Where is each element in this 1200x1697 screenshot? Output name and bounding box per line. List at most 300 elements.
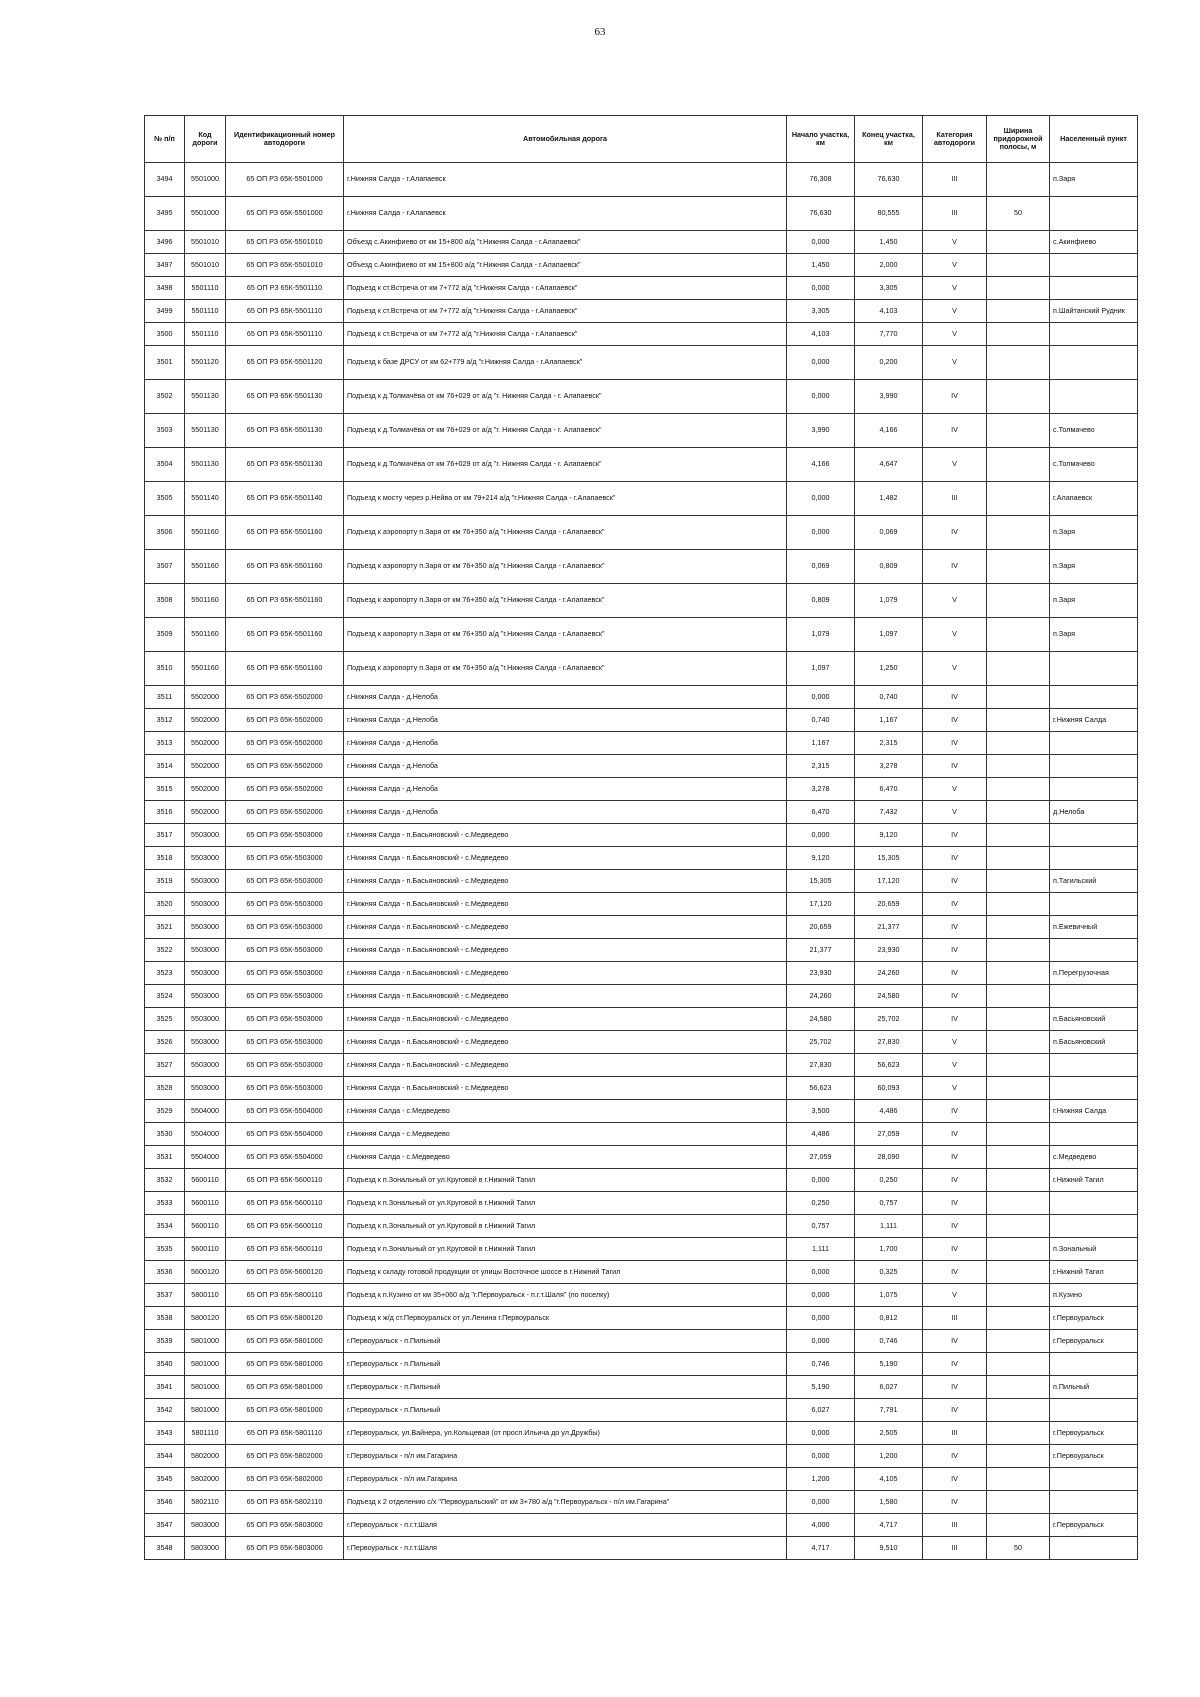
cell-category: V xyxy=(923,1284,987,1307)
cell-settlement xyxy=(1050,1468,1138,1491)
cell-start: 0,000 xyxy=(787,1445,855,1468)
cell-start: 1,097 xyxy=(787,652,855,686)
cell-width xyxy=(987,709,1050,732)
cell-category: V xyxy=(923,778,987,801)
cell-num: 3548 xyxy=(145,1537,185,1560)
cell-code: 5502000 xyxy=(185,686,226,709)
cell-road: г.Первоуральск - п.Пильный xyxy=(344,1330,787,1353)
cell-num: 3516 xyxy=(145,801,185,824)
cell-code: 5501160 xyxy=(185,584,226,618)
cell-code: 5600110 xyxy=(185,1215,226,1238)
cell-end: 1,111 xyxy=(855,1215,923,1238)
cell-id: 65 ОП РЗ 65К-5503000 xyxy=(226,962,344,985)
cell-road: г.Нижняя Салда - д.Нелоба xyxy=(344,732,787,755)
cell-category: IV xyxy=(923,962,987,985)
cell-id: 65 ОП РЗ 65К-5501120 xyxy=(226,346,344,380)
cell-start: 3,278 xyxy=(787,778,855,801)
cell-end: 4,105 xyxy=(855,1468,923,1491)
cell-width xyxy=(987,1445,1050,1468)
cell-settlement: п.Пильный xyxy=(1050,1376,1138,1399)
cell-road: г.Первоуральск - п.г.т.Шаля xyxy=(344,1514,787,1537)
cell-category: IV xyxy=(923,1376,987,1399)
cell-end: 25,702 xyxy=(855,1008,923,1031)
cell-id: 65 ОП РЗ 65К-5501000 xyxy=(226,197,344,231)
cell-width xyxy=(987,1514,1050,1537)
table-row xyxy=(145,618,1138,652)
cell-road: г.Нижняя Салда - г.Алапаевск xyxy=(344,197,787,231)
cell-start: 0,000 xyxy=(787,1284,855,1307)
cell-code: 5801000 xyxy=(185,1353,226,1376)
cell-id: 65 ОП РЗ 65К-5501110 xyxy=(226,300,344,323)
cell-id: 65 ОП РЗ 65К-5502000 xyxy=(226,732,344,755)
cell-num: 3513 xyxy=(145,732,185,755)
cell-road: г.Нижняя Салда - п.Басьяновский - с.Медведево xyxy=(344,962,787,985)
cell-num: 3494 xyxy=(145,163,185,197)
cell-category: IV xyxy=(923,380,987,414)
cell-start: 0,000 xyxy=(787,1491,855,1514)
cell-road: Подъезд к п.Зональный от ул.Круговой в г.Нижний Тагил xyxy=(344,1169,787,1192)
cell-width xyxy=(987,277,1050,300)
cell-code: 5504000 xyxy=(185,1146,226,1169)
cell-end: 24,260 xyxy=(855,962,923,985)
cell-code: 5502000 xyxy=(185,732,226,755)
table-row xyxy=(145,755,1138,778)
table-row xyxy=(145,277,1138,300)
cell-road: Подъезд к складу готовой продукции от улицы Восточное шоссе в г.Нижний Тагил xyxy=(344,1261,787,1284)
cell-code: 5803000 xyxy=(185,1514,226,1537)
cell-start: 0,000 xyxy=(787,516,855,550)
cell-id: 65 ОП РЗ 65К-5501160 xyxy=(226,652,344,686)
table-row xyxy=(145,1514,1138,1537)
cell-settlement: п.Заря xyxy=(1050,618,1138,652)
cell-num: 3546 xyxy=(145,1491,185,1514)
page-number: 63 xyxy=(594,26,606,38)
cell-code: 5600110 xyxy=(185,1192,226,1215)
cell-end: 0,809 xyxy=(855,550,923,584)
header-id: Идентификационный номер автодороги xyxy=(226,116,344,163)
cell-start: 0,000 xyxy=(787,1307,855,1330)
cell-road: Подъезд к п.Зональный от ул.Круговой в г.Нижний Тагил xyxy=(344,1238,787,1261)
cell-start: 0,069 xyxy=(787,550,855,584)
cell-category: IV xyxy=(923,414,987,448)
cell-road: Объезд с.Акинфиево от км 15+800 а/д "г.Нижняя Салда - г.Алапаевск" xyxy=(344,254,787,277)
cell-category: III xyxy=(923,163,987,197)
table-row xyxy=(145,380,1138,414)
cell-category: IV xyxy=(923,1215,987,1238)
cell-end: 28,090 xyxy=(855,1146,923,1169)
cell-id: 65 ОП РЗ 65К-5503000 xyxy=(226,847,344,870)
cell-code: 5503000 xyxy=(185,939,226,962)
table-row xyxy=(145,1353,1138,1376)
cell-id: 65 ОП РЗ 65К-5501160 xyxy=(226,584,344,618)
cell-width xyxy=(987,1192,1050,1215)
cell-start: 0,250 xyxy=(787,1192,855,1215)
cell-settlement xyxy=(1050,1537,1138,1560)
cell-start: 3,500 xyxy=(787,1100,855,1123)
cell-settlement: г.Нижняя Салда xyxy=(1050,709,1138,732)
cell-end: 27,830 xyxy=(855,1031,923,1054)
table-row xyxy=(145,1422,1138,1445)
cell-category: IV xyxy=(923,985,987,1008)
cell-road: г.Первоуральск - п.Пильный xyxy=(344,1399,787,1422)
cell-code: 5503000 xyxy=(185,1054,226,1077)
cell-width: 50 xyxy=(987,1537,1050,1560)
cell-start: 4,103 xyxy=(787,323,855,346)
cell-start: 76,630 xyxy=(787,197,855,231)
cell-width xyxy=(987,870,1050,893)
cell-end: 2,315 xyxy=(855,732,923,755)
cell-id: 65 ОП РЗ 65К-5504000 xyxy=(226,1146,344,1169)
cell-category: III xyxy=(923,197,987,231)
cell-settlement: с.Толмачево xyxy=(1050,448,1138,482)
cell-width xyxy=(987,1353,1050,1376)
cell-end: 24,580 xyxy=(855,985,923,1008)
table-row xyxy=(145,1192,1138,1215)
cell-settlement xyxy=(1050,323,1138,346)
cell-end: 6,470 xyxy=(855,778,923,801)
cell-end: 23,930 xyxy=(855,939,923,962)
cell-width xyxy=(987,1376,1050,1399)
cell-code: 5503000 xyxy=(185,1031,226,1054)
cell-num: 3544 xyxy=(145,1445,185,1468)
cell-start: 27,830 xyxy=(787,1054,855,1077)
cell-id: 65 ОП РЗ 65К-5502000 xyxy=(226,778,344,801)
cell-category: V xyxy=(923,1054,987,1077)
cell-id: 65 ОП РЗ 65К-5501010 xyxy=(226,231,344,254)
cell-road: г.Нижняя Салда - п.Басьяновский - с.Медведево xyxy=(344,1077,787,1100)
cell-road: г.Нижняя Салда - д.Нелоба xyxy=(344,778,787,801)
cell-code: 5501010 xyxy=(185,254,226,277)
cell-end: 1,079 xyxy=(855,584,923,618)
cell-code: 5501110 xyxy=(185,277,226,300)
cell-width xyxy=(987,482,1050,516)
cell-num: 3503 xyxy=(145,414,185,448)
table-row xyxy=(145,870,1138,893)
cell-settlement xyxy=(1050,346,1138,380)
cell-road: Подъезд к аэропорту п.Заря от км 76+350 а/д "г.Нижняя Салда - г.Алапаевск" xyxy=(344,652,787,686)
cell-settlement xyxy=(1050,1399,1138,1422)
table-row xyxy=(145,1100,1138,1123)
cell-settlement: г.Нижний Тагил xyxy=(1050,1169,1138,1192)
cell-road: г.Нижняя Салда - п.Басьяновский - с.Медведево xyxy=(344,939,787,962)
cell-code: 5502000 xyxy=(185,709,226,732)
cell-id: 65 ОП РЗ 65К-5502000 xyxy=(226,755,344,778)
cell-road: Подъезд к аэропорту п.Заря от км 76+350 а/д "г.Нижняя Салда - г.Алапаевск" xyxy=(344,550,787,584)
cell-width xyxy=(987,380,1050,414)
cell-end: 0,250 xyxy=(855,1169,923,1192)
cell-id: 65 ОП РЗ 65К-5504000 xyxy=(226,1123,344,1146)
cell-id: 65 ОП РЗ 65К-5800120 xyxy=(226,1307,344,1330)
table-row xyxy=(145,824,1138,847)
cell-category: III xyxy=(923,482,987,516)
cell-id: 65 ОП РЗ 65К-5501160 xyxy=(226,550,344,584)
cell-end: 1,700 xyxy=(855,1238,923,1261)
cell-num: 3502 xyxy=(145,380,185,414)
cell-category: V xyxy=(923,300,987,323)
cell-num: 3523 xyxy=(145,962,185,985)
cell-num: 3512 xyxy=(145,709,185,732)
cell-category: V xyxy=(923,231,987,254)
cell-num: 3543 xyxy=(145,1422,185,1445)
cell-end: 4,717 xyxy=(855,1514,923,1537)
cell-road: Подъезд к п.Зональный от ул.Круговой в г.Нижний Тагил xyxy=(344,1192,787,1215)
cell-id: 65 ОП РЗ 65К-5503000 xyxy=(226,916,344,939)
cell-category: IV xyxy=(923,893,987,916)
cell-width xyxy=(987,939,1050,962)
table-row xyxy=(145,732,1138,755)
table-row xyxy=(145,1008,1138,1031)
cell-code: 5503000 xyxy=(185,824,226,847)
cell-width xyxy=(987,163,1050,197)
cell-start: 15,305 xyxy=(787,870,855,893)
cell-width xyxy=(987,962,1050,985)
cell-id: 65 ОП РЗ 65К-5501160 xyxy=(226,618,344,652)
cell-width xyxy=(987,323,1050,346)
table-row xyxy=(145,300,1138,323)
cell-road: г.Первоуральск - п/л им.Гагарина xyxy=(344,1445,787,1468)
header-width: Ширина придорожной полосы, м xyxy=(987,116,1050,163)
cell-end: 4,166 xyxy=(855,414,923,448)
cell-num: 3537 xyxy=(145,1284,185,1307)
table-row xyxy=(145,197,1138,231)
cell-code: 5503000 xyxy=(185,893,226,916)
cell-road: г.Нижняя Салда - д.Нелоба xyxy=(344,709,787,732)
cell-width xyxy=(987,1491,1050,1514)
cell-category: IV xyxy=(923,709,987,732)
cell-end: 4,103 xyxy=(855,300,923,323)
cell-code: 5802000 xyxy=(185,1468,226,1491)
cell-num: 3507 xyxy=(145,550,185,584)
cell-settlement: п.Басьяновский xyxy=(1050,1008,1138,1031)
cell-settlement: д.Нелоба xyxy=(1050,801,1138,824)
cell-settlement: п.Перегрузочная xyxy=(1050,962,1138,985)
cell-settlement: п.Тагильский xyxy=(1050,870,1138,893)
cell-category: IV xyxy=(923,847,987,870)
cell-category: V xyxy=(923,801,987,824)
cell-settlement xyxy=(1050,1054,1138,1077)
cell-start: 1,111 xyxy=(787,1238,855,1261)
cell-road: г.Нижняя Салда - п.Басьяновский - с.Медведево xyxy=(344,1054,787,1077)
cell-end: 7,791 xyxy=(855,1399,923,1422)
cell-road: г.Первоуральск - п.Пильный xyxy=(344,1353,787,1376)
cell-road: Подъезд к аэропорту п.Заря от км 76+350 а/д "г.Нижняя Салда - г.Алапаевск" xyxy=(344,516,787,550)
cell-end: 0,757 xyxy=(855,1192,923,1215)
cell-id: 65 ОП РЗ 65К-5501110 xyxy=(226,323,344,346)
header-code: Код дороги xyxy=(185,116,226,163)
cell-category: IV xyxy=(923,1238,987,1261)
cell-id: 65 ОП РЗ 65К-5600110 xyxy=(226,1215,344,1238)
cell-width xyxy=(987,1146,1050,1169)
cell-start: 0,809 xyxy=(787,584,855,618)
cell-id: 65 ОП РЗ 65К-5503000 xyxy=(226,1008,344,1031)
cell-num: 3501 xyxy=(145,346,185,380)
header-end: Конец участка, км xyxy=(855,116,923,163)
cell-code: 5503000 xyxy=(185,847,226,870)
cell-width xyxy=(987,550,1050,584)
cell-end: 2,505 xyxy=(855,1422,923,1445)
cell-road: г.Нижняя Салда - с.Медведево xyxy=(344,1123,787,1146)
cell-settlement: п.Заря xyxy=(1050,584,1138,618)
cell-settlement: г.Первоуральск xyxy=(1050,1330,1138,1353)
cell-num: 3515 xyxy=(145,778,185,801)
cell-width xyxy=(987,346,1050,380)
cell-category: III xyxy=(923,1307,987,1330)
header-num: № п/п xyxy=(145,116,185,163)
cell-end: 0,740 xyxy=(855,686,923,709)
cell-start: 1,079 xyxy=(787,618,855,652)
cell-code: 5502000 xyxy=(185,778,226,801)
cell-end: 0,325 xyxy=(855,1261,923,1284)
cell-settlement xyxy=(1050,1123,1138,1146)
table-row xyxy=(145,1169,1138,1192)
table-row xyxy=(145,1445,1138,1468)
cell-end: 0,812 xyxy=(855,1307,923,1330)
cell-code: 5501160 xyxy=(185,550,226,584)
table-row xyxy=(145,1123,1138,1146)
cell-id: 65 ОП РЗ 65К-5801000 xyxy=(226,1399,344,1422)
cell-code: 5501140 xyxy=(185,482,226,516)
cell-start: 6,027 xyxy=(787,1399,855,1422)
cell-settlement: п.Басьяновский xyxy=(1050,1031,1138,1054)
table-row xyxy=(145,1215,1138,1238)
cell-num: 3536 xyxy=(145,1261,185,1284)
cell-id: 65 ОП РЗ 65К-5503000 xyxy=(226,939,344,962)
table-row xyxy=(145,550,1138,584)
cell-id: 65 ОП РЗ 65К-5801000 xyxy=(226,1330,344,1353)
cell-settlement: г.Первоуральск xyxy=(1050,1307,1138,1330)
table-row xyxy=(145,516,1138,550)
cell-code: 5801000 xyxy=(185,1399,226,1422)
cell-end: 9,120 xyxy=(855,824,923,847)
cell-end: 0,200 xyxy=(855,346,923,380)
cell-id: 65 ОП РЗ 65К-5501130 xyxy=(226,380,344,414)
cell-end: 7,770 xyxy=(855,323,923,346)
cell-start: 2,315 xyxy=(787,755,855,778)
cell-start: 0,000 xyxy=(787,231,855,254)
cell-start: 0,000 xyxy=(787,1169,855,1192)
cell-category: IV xyxy=(923,824,987,847)
cell-category: IV xyxy=(923,732,987,755)
cell-id: 65 ОП РЗ 65К-5503000 xyxy=(226,985,344,1008)
cell-id: 65 ОП РЗ 65К-5801110 xyxy=(226,1422,344,1445)
table-body xyxy=(145,163,1138,1560)
cell-width xyxy=(987,516,1050,550)
cell-code: 5501130 xyxy=(185,448,226,482)
cell-code: 5502000 xyxy=(185,755,226,778)
cell-start: 24,580 xyxy=(787,1008,855,1031)
cell-road: Подъезд к п.Зональный от ул.Круговой в г.Нижний Тагил xyxy=(344,1215,787,1238)
cell-width xyxy=(987,1215,1050,1238)
cell-road: Подъезд к ст.Встреча от км 7+772 а/д "г.Нижняя Салда - г.Алапаевск" xyxy=(344,300,787,323)
cell-start: 21,377 xyxy=(787,939,855,962)
cell-width xyxy=(987,1261,1050,1284)
cell-road: г.Нижняя Салда - г.Алапаевск xyxy=(344,163,787,197)
cell-code: 5504000 xyxy=(185,1123,226,1146)
table-row xyxy=(145,346,1138,380)
cell-category: IV xyxy=(923,1399,987,1422)
cell-code: 5501010 xyxy=(185,231,226,254)
cell-code: 5801110 xyxy=(185,1422,226,1445)
cell-end: 27,059 xyxy=(855,1123,923,1146)
cell-num: 3495 xyxy=(145,197,185,231)
cell-id: 65 ОП РЗ 65К-5504000 xyxy=(226,1100,344,1123)
table-row xyxy=(145,1054,1138,1077)
cell-id: 65 ОП РЗ 65К-5800110 xyxy=(226,1284,344,1307)
cell-id: 65 ОП РЗ 65К-5801000 xyxy=(226,1353,344,1376)
cell-end: 21,377 xyxy=(855,916,923,939)
cell-id: 65 ОП РЗ 65К-5801000 xyxy=(226,1376,344,1399)
cell-num: 3525 xyxy=(145,1008,185,1031)
cell-num: 3517 xyxy=(145,824,185,847)
cell-code: 5801000 xyxy=(185,1330,226,1353)
cell-num: 3534 xyxy=(145,1215,185,1238)
cell-settlement: г.Нижний Тагил xyxy=(1050,1261,1138,1284)
cell-width xyxy=(987,1330,1050,1353)
cell-width xyxy=(987,1169,1050,1192)
cell-category: IV xyxy=(923,939,987,962)
cell-num: 3545 xyxy=(145,1468,185,1491)
cell-road: Подъезд к д.Толмачёва от км 76+029 от а/д "г. Нижняя Салда - г. Алапаевск" xyxy=(344,448,787,482)
cell-width xyxy=(987,1307,1050,1330)
cell-category: IV xyxy=(923,755,987,778)
cell-category: III xyxy=(923,1422,987,1445)
table-row xyxy=(145,1468,1138,1491)
cell-road: Подъезд к мосту через р.Нейва от км 79+214 а/д "г.Нижняя Салда - г.Алапаевск" xyxy=(344,482,787,516)
table-row xyxy=(145,709,1138,732)
table-row xyxy=(145,1031,1138,1054)
cell-category: V xyxy=(923,1031,987,1054)
cell-end: 2,000 xyxy=(855,254,923,277)
cell-start: 3,305 xyxy=(787,300,855,323)
cell-width xyxy=(987,584,1050,618)
cell-end: 6,027 xyxy=(855,1376,923,1399)
table-row xyxy=(145,1146,1138,1169)
table-row xyxy=(145,652,1138,686)
table-row xyxy=(145,1077,1138,1100)
table-row xyxy=(145,254,1138,277)
table-row xyxy=(145,686,1138,709)
cell-road: Подъезд к аэропорту п.Заря от км 76+350 а/д "г.Нижняя Салда - г.Алапаевск" xyxy=(344,584,787,618)
cell-settlement xyxy=(1050,893,1138,916)
cell-num: 3531 xyxy=(145,1146,185,1169)
cell-num: 3539 xyxy=(145,1330,185,1353)
cell-width xyxy=(987,448,1050,482)
cell-end: 80,555 xyxy=(855,197,923,231)
table-row xyxy=(145,482,1138,516)
cell-num: 3532 xyxy=(145,1169,185,1192)
cell-road: г.Нижняя Салда - п.Басьяновский - с.Медведево xyxy=(344,870,787,893)
cell-settlement xyxy=(1050,939,1138,962)
cell-end: 1,167 xyxy=(855,709,923,732)
cell-num: 3542 xyxy=(145,1399,185,1422)
cell-start: 9,120 xyxy=(787,847,855,870)
cell-road: г.Первоуральск - п.г.т.Шаля xyxy=(344,1537,787,1560)
cell-end: 15,305 xyxy=(855,847,923,870)
cell-road: г.Нижняя Салда - с.Медведево xyxy=(344,1146,787,1169)
cell-code: 5501130 xyxy=(185,380,226,414)
cell-end: 20,659 xyxy=(855,893,923,916)
cell-settlement xyxy=(1050,985,1138,1008)
cell-category: V xyxy=(923,584,987,618)
cell-start: 1,200 xyxy=(787,1468,855,1491)
cell-road: Объезд с.Акинфиево от км 15+800 а/д "г.Нижняя Салда - г.Алапаевск" xyxy=(344,231,787,254)
cell-category: IV xyxy=(923,550,987,584)
cell-category: IV xyxy=(923,1445,987,1468)
cell-start: 0,000 xyxy=(787,482,855,516)
cell-num: 3506 xyxy=(145,516,185,550)
cell-category: IV xyxy=(923,1491,987,1514)
cell-road: Подъезд к базе ДРСУ от км 62+779 а/д "г.Нижняя Салда - г.Алапаевск" xyxy=(344,346,787,380)
